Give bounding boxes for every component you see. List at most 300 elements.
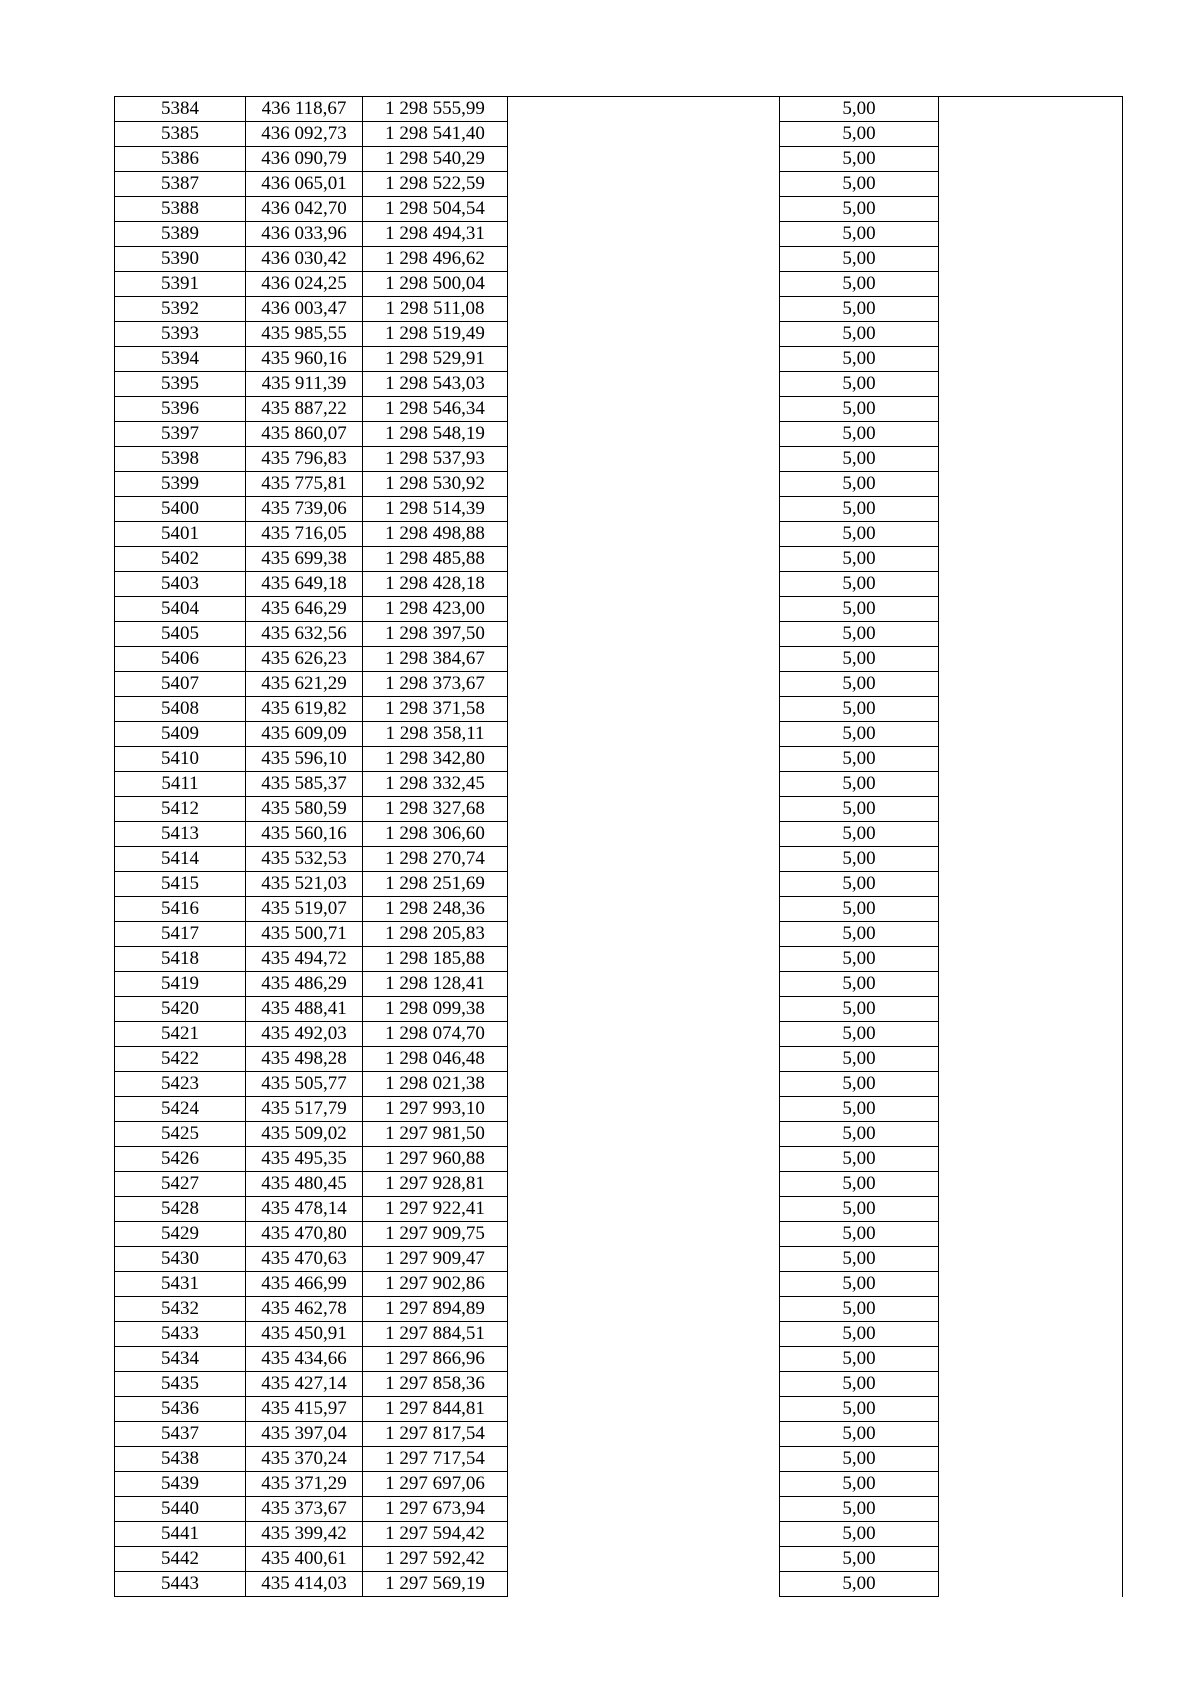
- empty-cell: [508, 422, 780, 447]
- table-row: [115, 1122, 1123, 1147]
- value-cell: 5,00: [780, 397, 939, 422]
- empty-cell: [939, 997, 1123, 1022]
- table-row: [115, 1397, 1123, 1422]
- point-number-cell: 5398: [115, 447, 246, 472]
- value-cell: 5,00: [780, 347, 939, 372]
- value-cell: 5,00: [780, 1297, 939, 1322]
- point-number-cell: 5441: [115, 1522, 246, 1547]
- table-row: [115, 872, 1123, 897]
- empty-cell: [508, 1397, 780, 1422]
- empty-cell: [508, 1297, 780, 1322]
- y-coordinate-cell: 1 298 511,08: [363, 297, 508, 322]
- empty-cell: [939, 1322, 1123, 1347]
- empty-cell: [939, 572, 1123, 597]
- value-cell: 5,00: [780, 297, 939, 322]
- empty-cell: [508, 1322, 780, 1347]
- x-coordinate-cell: 436 092,73: [246, 122, 363, 147]
- point-number-cell: 5440: [115, 1497, 246, 1522]
- point-number-cell: 5406: [115, 647, 246, 672]
- x-coordinate-cell: 435 532,53: [246, 847, 363, 872]
- y-coordinate-cell: 1 297 902,86: [363, 1272, 508, 1297]
- table-row: [115, 447, 1123, 472]
- y-coordinate-cell: 1 298 522,59: [363, 172, 508, 197]
- table-row: [115, 1072, 1123, 1097]
- empty-cell: [939, 1147, 1123, 1172]
- y-coordinate-cell: 1 297 866,96: [363, 1347, 508, 1372]
- point-number-cell: 5434: [115, 1347, 246, 1372]
- y-coordinate-cell: 1 298 543,03: [363, 372, 508, 397]
- point-number-cell: 5407: [115, 672, 246, 697]
- x-coordinate-cell: 435 427,14: [246, 1372, 363, 1397]
- y-coordinate-cell: 1 298 327,68: [363, 797, 508, 822]
- y-coordinate-cell: 1 297 993,10: [363, 1097, 508, 1122]
- y-coordinate-cell: 1 297 884,51: [363, 1322, 508, 1347]
- value-cell: 5,00: [780, 847, 939, 872]
- y-coordinate-cell: 1 298 540,29: [363, 147, 508, 172]
- empty-cell: [508, 297, 780, 322]
- table-row: [115, 822, 1123, 847]
- empty-cell: [939, 97, 1123, 122]
- point-number-cell: 5392: [115, 297, 246, 322]
- empty-cell: [508, 122, 780, 147]
- y-coordinate-cell: 1 298 537,93: [363, 447, 508, 472]
- y-coordinate-cell: 1 297 594,42: [363, 1522, 508, 1547]
- point-number-cell: 5403: [115, 572, 246, 597]
- empty-cell: [508, 797, 780, 822]
- x-coordinate-cell: 435 462,78: [246, 1297, 363, 1322]
- empty-cell: [939, 347, 1123, 372]
- y-coordinate-cell: 1 297 909,75: [363, 1222, 508, 1247]
- y-coordinate-cell: 1 298 530,92: [363, 472, 508, 497]
- x-coordinate-cell: 436 024,25: [246, 272, 363, 297]
- x-coordinate-cell: 435 775,81: [246, 472, 363, 497]
- point-number-cell: 5388: [115, 197, 246, 222]
- empty-cell: [508, 1472, 780, 1497]
- y-coordinate-cell: 1 298 358,11: [363, 722, 508, 747]
- x-coordinate-cell: 435 621,29: [246, 672, 363, 697]
- value-cell: 5,00: [780, 1272, 939, 1297]
- table-row: [115, 397, 1123, 422]
- x-coordinate-cell: 435 373,67: [246, 1497, 363, 1522]
- empty-cell: [939, 422, 1123, 447]
- empty-cell: [508, 722, 780, 747]
- y-coordinate-cell: 1 298 504,54: [363, 197, 508, 222]
- point-number-cell: 5386: [115, 147, 246, 172]
- empty-cell: [508, 922, 780, 947]
- empty-cell: [939, 1247, 1123, 1272]
- point-number-cell: 5409: [115, 722, 246, 747]
- x-coordinate-cell: 435 985,55: [246, 322, 363, 347]
- value-cell: 5,00: [780, 1497, 939, 1522]
- empty-cell: [508, 1347, 780, 1372]
- empty-cell: [939, 1497, 1123, 1522]
- empty-cell: [939, 172, 1123, 197]
- point-number-cell: 5416: [115, 897, 246, 922]
- table-row: [115, 997, 1123, 1022]
- table-row: [115, 622, 1123, 647]
- value-cell: 5,00: [780, 1072, 939, 1097]
- point-number-cell: 5442: [115, 1547, 246, 1572]
- value-cell: 5,00: [780, 722, 939, 747]
- empty-cell: [508, 347, 780, 372]
- x-coordinate-cell: 435 500,71: [246, 922, 363, 947]
- empty-cell: [508, 1422, 780, 1447]
- y-coordinate-cell: 1 298 046,48: [363, 1047, 508, 1072]
- empty-cell: [939, 322, 1123, 347]
- table-row: [115, 472, 1123, 497]
- value-cell: 5,00: [780, 672, 939, 697]
- empty-cell: [939, 1172, 1123, 1197]
- empty-cell: [508, 897, 780, 922]
- empty-cell: [508, 447, 780, 472]
- y-coordinate-cell: 1 297 673,94: [363, 1497, 508, 1522]
- point-number-cell: 5436: [115, 1397, 246, 1422]
- table-row: [115, 1472, 1123, 1497]
- empty-cell: [508, 372, 780, 397]
- empty-cell: [939, 622, 1123, 647]
- table-row: [115, 522, 1123, 547]
- empty-cell: [508, 1572, 780, 1597]
- y-coordinate-cell: 1 298 373,67: [363, 672, 508, 697]
- point-number-cell: 5411: [115, 772, 246, 797]
- value-cell: 5,00: [780, 1322, 939, 1347]
- x-coordinate-cell: 435 495,35: [246, 1147, 363, 1172]
- empty-cell: [939, 1472, 1123, 1497]
- value-cell: 5,00: [780, 922, 939, 947]
- point-number-cell: 5439: [115, 1472, 246, 1497]
- table-row: [115, 497, 1123, 522]
- x-coordinate-cell: 435 739,06: [246, 497, 363, 522]
- x-coordinate-cell: 435 887,22: [246, 397, 363, 422]
- table-row: [115, 847, 1123, 872]
- empty-cell: [939, 397, 1123, 422]
- value-cell: 5,00: [780, 472, 939, 497]
- point-number-cell: 5437: [115, 1422, 246, 1447]
- x-coordinate-cell: 435 580,59: [246, 797, 363, 822]
- point-number-cell: 5418: [115, 947, 246, 972]
- x-coordinate-cell: 435 596,10: [246, 747, 363, 772]
- y-coordinate-cell: 1 298 021,38: [363, 1072, 508, 1097]
- y-coordinate-cell: 1 297 981,50: [363, 1122, 508, 1147]
- value-cell: 5,00: [780, 1197, 939, 1222]
- y-coordinate-cell: 1 297 928,81: [363, 1172, 508, 1197]
- empty-cell: [939, 1047, 1123, 1072]
- value-cell: 5,00: [780, 872, 939, 897]
- empty-cell: [939, 897, 1123, 922]
- empty-cell: [508, 572, 780, 597]
- point-number-cell: 5413: [115, 822, 246, 847]
- empty-cell: [939, 222, 1123, 247]
- x-coordinate-cell: 435 860,07: [246, 422, 363, 447]
- point-number-cell: 5402: [115, 547, 246, 572]
- value-cell: 5,00: [780, 822, 939, 847]
- empty-cell: [939, 522, 1123, 547]
- value-cell: 5,00: [780, 522, 939, 547]
- empty-cell: [508, 1197, 780, 1222]
- empty-cell: [508, 522, 780, 547]
- y-coordinate-cell: 1 297 909,47: [363, 1247, 508, 1272]
- value-cell: 5,00: [780, 897, 939, 922]
- x-coordinate-cell: 435 699,38: [246, 547, 363, 572]
- empty-cell: [939, 1372, 1123, 1397]
- table-row: [115, 747, 1123, 772]
- table-row: [115, 97, 1123, 122]
- table-row: [115, 347, 1123, 372]
- empty-cell: [939, 797, 1123, 822]
- x-coordinate-cell: 435 434,66: [246, 1347, 363, 1372]
- table-row: [115, 722, 1123, 747]
- y-coordinate-cell: 1 298 498,88: [363, 522, 508, 547]
- point-number-cell: 5401: [115, 522, 246, 547]
- point-number-cell: 5425: [115, 1122, 246, 1147]
- point-number-cell: 5414: [115, 847, 246, 872]
- empty-cell: [939, 247, 1123, 272]
- point-number-cell: 5423: [115, 1072, 246, 1097]
- empty-cell: [508, 847, 780, 872]
- x-coordinate-cell: 435 619,82: [246, 697, 363, 722]
- x-coordinate-cell: 435 415,97: [246, 1397, 363, 1422]
- point-number-cell: 5405: [115, 622, 246, 647]
- table-row: [115, 547, 1123, 572]
- empty-cell: [939, 1272, 1123, 1297]
- y-coordinate-cell: 1 297 817,54: [363, 1422, 508, 1447]
- table-row: [115, 597, 1123, 622]
- empty-cell: [939, 822, 1123, 847]
- y-coordinate-cell: 1 298 342,80: [363, 747, 508, 772]
- y-coordinate-cell: 1 298 496,62: [363, 247, 508, 272]
- x-coordinate-cell: 435 505,77: [246, 1072, 363, 1097]
- empty-cell: [939, 1122, 1123, 1147]
- point-number-cell: 5415: [115, 872, 246, 897]
- y-coordinate-cell: 1 298 546,34: [363, 397, 508, 422]
- x-coordinate-cell: 435 519,07: [246, 897, 363, 922]
- table-row: [115, 1047, 1123, 1072]
- empty-cell: [939, 772, 1123, 797]
- x-coordinate-cell: 435 466,99: [246, 1272, 363, 1297]
- y-coordinate-cell: 1 298 371,58: [363, 697, 508, 722]
- table-row: [115, 322, 1123, 347]
- y-coordinate-cell: 1 298 251,69: [363, 872, 508, 897]
- empty-cell: [939, 1072, 1123, 1097]
- empty-cell: [508, 1497, 780, 1522]
- empty-cell: [939, 1397, 1123, 1422]
- empty-cell: [508, 672, 780, 697]
- empty-cell: [939, 872, 1123, 897]
- empty-cell: [508, 1147, 780, 1172]
- empty-cell: [508, 997, 780, 1022]
- value-cell: 5,00: [780, 1522, 939, 1547]
- table-row: [115, 372, 1123, 397]
- point-number-cell: 5417: [115, 922, 246, 947]
- table-row: [115, 647, 1123, 672]
- empty-cell: [508, 1022, 780, 1047]
- table-row: [115, 1347, 1123, 1372]
- empty-cell: [508, 647, 780, 672]
- table-row: [115, 1247, 1123, 1272]
- empty-cell: [508, 97, 780, 122]
- empty-cell: [939, 672, 1123, 697]
- x-coordinate-cell: 435 400,61: [246, 1547, 363, 1572]
- value-cell: 5,00: [780, 597, 939, 622]
- value-cell: 5,00: [780, 697, 939, 722]
- value-cell: 5,00: [780, 997, 939, 1022]
- value-cell: 5,00: [780, 222, 939, 247]
- value-cell: 5,00: [780, 622, 939, 647]
- table-row: [115, 1197, 1123, 1222]
- x-coordinate-cell: 435 716,05: [246, 522, 363, 547]
- empty-cell: [939, 1347, 1123, 1372]
- empty-cell: [508, 1222, 780, 1247]
- x-coordinate-cell: 435 478,14: [246, 1197, 363, 1222]
- x-coordinate-cell: 435 397,04: [246, 1422, 363, 1447]
- value-cell: 5,00: [780, 1472, 939, 1497]
- x-coordinate-cell: 436 065,01: [246, 172, 363, 197]
- table-row: [115, 922, 1123, 947]
- value-cell: 5,00: [780, 497, 939, 522]
- table-row: [115, 1322, 1123, 1347]
- x-coordinate-cell: 435 626,23: [246, 647, 363, 672]
- empty-cell: [939, 472, 1123, 497]
- value-cell: 5,00: [780, 647, 939, 672]
- y-coordinate-cell: 1 298 529,91: [363, 347, 508, 372]
- x-coordinate-cell: 435 370,24: [246, 1447, 363, 1472]
- empty-cell: [939, 1097, 1123, 1122]
- value-cell: 5,00: [780, 97, 939, 122]
- table-row: [115, 147, 1123, 172]
- empty-cell: [939, 447, 1123, 472]
- point-number-cell: 5394: [115, 347, 246, 372]
- table-row: [115, 1147, 1123, 1172]
- empty-cell: [508, 147, 780, 172]
- empty-cell: [939, 922, 1123, 947]
- point-number-cell: 5399: [115, 472, 246, 497]
- empty-cell: [508, 972, 780, 997]
- point-number-cell: 5420: [115, 997, 246, 1022]
- empty-cell: [939, 1022, 1123, 1047]
- empty-cell: [939, 1222, 1123, 1247]
- empty-cell: [508, 1372, 780, 1397]
- empty-cell: [508, 222, 780, 247]
- value-cell: 5,00: [780, 247, 939, 272]
- x-coordinate-cell: 435 521,03: [246, 872, 363, 897]
- x-coordinate-cell: 436 090,79: [246, 147, 363, 172]
- point-number-cell: 5432: [115, 1297, 246, 1322]
- x-coordinate-cell: 435 488,41: [246, 997, 363, 1022]
- y-coordinate-cell: 1 297 717,54: [363, 1447, 508, 1472]
- x-coordinate-cell: 436 003,47: [246, 297, 363, 322]
- empty-cell: [508, 1272, 780, 1297]
- empty-cell: [939, 847, 1123, 872]
- x-coordinate-cell: 435 649,18: [246, 572, 363, 597]
- table-row: [115, 1522, 1123, 1547]
- point-number-cell: 5393: [115, 322, 246, 347]
- value-cell: 5,00: [780, 1372, 939, 1397]
- value-cell: 5,00: [780, 1047, 939, 1072]
- table-row: [115, 972, 1123, 997]
- x-coordinate-cell: 435 632,56: [246, 622, 363, 647]
- x-coordinate-cell: 436 033,96: [246, 222, 363, 247]
- point-number-cell: 5397: [115, 422, 246, 447]
- empty-cell: [939, 1197, 1123, 1222]
- x-coordinate-cell: 435 492,03: [246, 1022, 363, 1047]
- table-row: [115, 697, 1123, 722]
- empty-cell: [939, 122, 1123, 147]
- empty-cell: [939, 547, 1123, 572]
- empty-cell: [939, 1572, 1123, 1597]
- empty-cell: [939, 647, 1123, 672]
- empty-cell: [508, 1447, 780, 1472]
- point-number-cell: 5424: [115, 1097, 246, 1122]
- point-number-cell: 5435: [115, 1372, 246, 1397]
- point-number-cell: 5390: [115, 247, 246, 272]
- point-number-cell: 5400: [115, 497, 246, 522]
- point-number-cell: 5430: [115, 1247, 246, 1272]
- point-number-cell: 5426: [115, 1147, 246, 1172]
- y-coordinate-cell: 1 298 074,70: [363, 1022, 508, 1047]
- table-row: [115, 122, 1123, 147]
- empty-cell: [939, 147, 1123, 172]
- empty-cell: [508, 822, 780, 847]
- empty-cell: [508, 1047, 780, 1072]
- y-coordinate-cell: 1 298 205,83: [363, 922, 508, 947]
- y-coordinate-cell: 1 297 569,19: [363, 1572, 508, 1597]
- table-row: [115, 1422, 1123, 1447]
- value-cell: 5,00: [780, 1422, 939, 1447]
- point-number-cell: 5431: [115, 1272, 246, 1297]
- empty-cell: [508, 597, 780, 622]
- value-cell: 5,00: [780, 197, 939, 222]
- table-row: [115, 572, 1123, 597]
- point-number-cell: 5429: [115, 1222, 246, 1247]
- x-coordinate-cell: 435 371,29: [246, 1472, 363, 1497]
- x-coordinate-cell: 435 560,16: [246, 822, 363, 847]
- value-cell: 5,00: [780, 1247, 939, 1272]
- table-row: [115, 1547, 1123, 1572]
- empty-cell: [939, 747, 1123, 772]
- point-number-cell: 5391: [115, 272, 246, 297]
- y-coordinate-cell: 1 298 494,31: [363, 222, 508, 247]
- y-coordinate-cell: 1 298 500,04: [363, 272, 508, 297]
- point-number-cell: 5421: [115, 1022, 246, 1047]
- y-coordinate-cell: 1 298 485,88: [363, 547, 508, 572]
- y-coordinate-cell: 1 298 397,50: [363, 622, 508, 647]
- empty-cell: [939, 497, 1123, 522]
- empty-cell: [508, 1072, 780, 1097]
- table-body: [115, 97, 1123, 1597]
- empty-cell: [508, 1547, 780, 1572]
- empty-cell: [508, 497, 780, 522]
- point-number-cell: 5422: [115, 1047, 246, 1072]
- y-coordinate-cell: 1 298 514,39: [363, 497, 508, 522]
- value-cell: 5,00: [780, 372, 939, 397]
- value-cell: 5,00: [780, 447, 939, 472]
- table-row: [115, 897, 1123, 922]
- y-coordinate-cell: 1 298 248,36: [363, 897, 508, 922]
- y-coordinate-cell: 1 298 306,60: [363, 822, 508, 847]
- table-row: [115, 1447, 1123, 1472]
- empty-cell: [939, 1422, 1123, 1447]
- y-coordinate-cell: 1 297 844,81: [363, 1397, 508, 1422]
- point-number-cell: 5443: [115, 1572, 246, 1597]
- empty-cell: [508, 1522, 780, 1547]
- value-cell: 5,00: [780, 172, 939, 197]
- empty-cell: [508, 197, 780, 222]
- x-coordinate-cell: 435 470,63: [246, 1247, 363, 1272]
- point-number-cell: 5408: [115, 697, 246, 722]
- table-row: [115, 1172, 1123, 1197]
- table-row: [115, 422, 1123, 447]
- value-cell: 5,00: [780, 322, 939, 347]
